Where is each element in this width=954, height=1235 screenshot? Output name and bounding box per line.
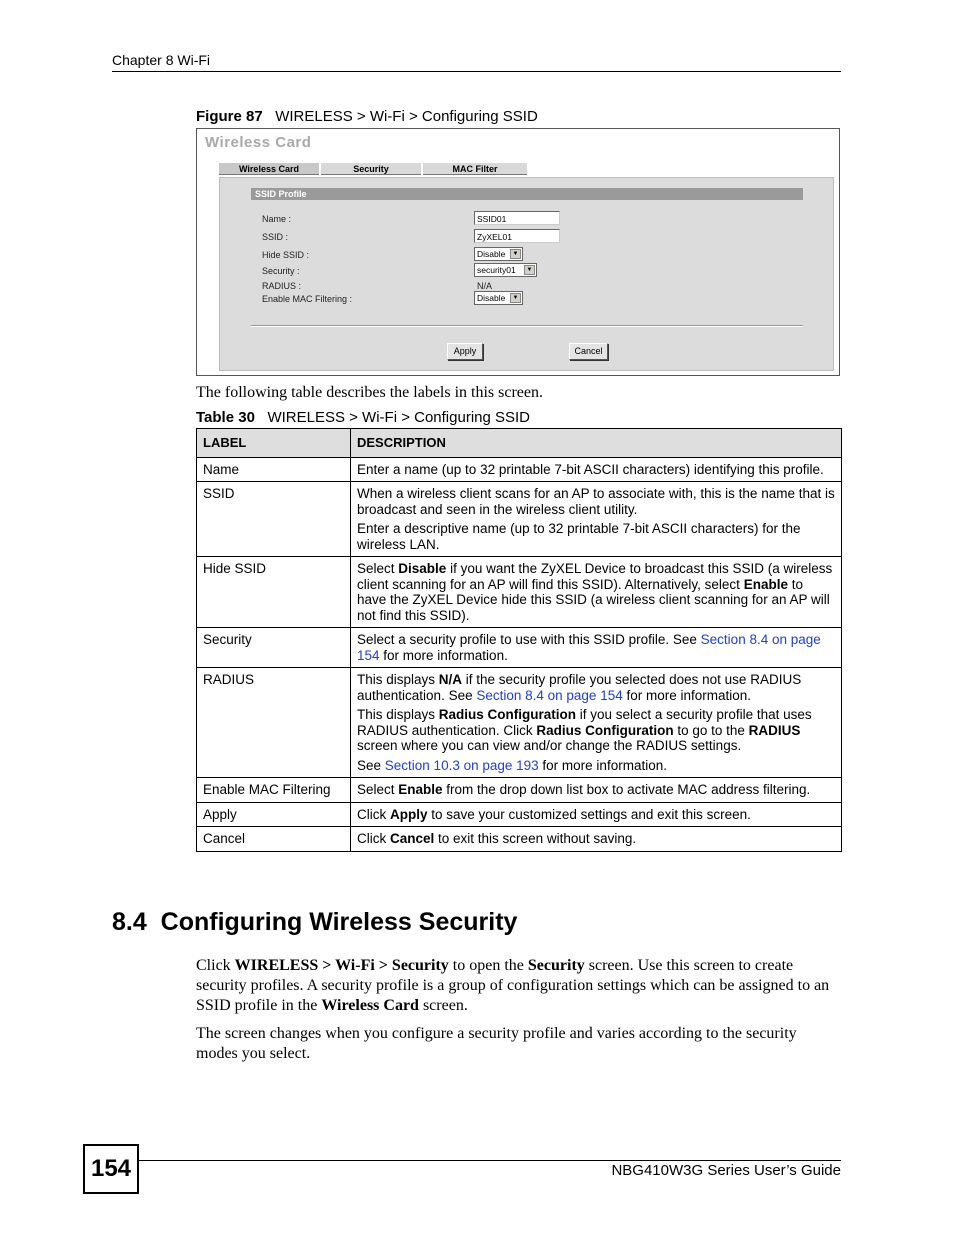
desc-text: This displays bbox=[357, 672, 439, 687]
mac-filter-select[interactable] bbox=[474, 291, 523, 305]
desc-paragraph bbox=[357, 707, 835, 754]
desc-paragraph bbox=[357, 758, 835, 774]
chapter-header: Chapter 8 Wi-Fi bbox=[112, 52, 211, 68]
para-text: to open the bbox=[448, 957, 528, 974]
section-heading: 8.4 Configuring Wireless Security bbox=[112, 908, 518, 936]
para-bold: Wireless Card bbox=[321, 997, 419, 1014]
table-caption bbox=[196, 409, 530, 426]
tab-bar bbox=[219, 163, 607, 175]
table-row bbox=[197, 827, 842, 852]
row-label: Name bbox=[197, 457, 351, 482]
table-row bbox=[197, 802, 842, 827]
desc-bold: N/A bbox=[438, 672, 463, 687]
desc-paragraph: When a wireless client scans for an AP to associate with, this is the name that is broadcast and seen in the wireless client utility. bbox=[357, 486, 835, 517]
col-desc-header: DESCRIPTION bbox=[351, 429, 842, 458]
desc-text: for more information. bbox=[538, 757, 667, 773]
desc-text: Select a security profile to use with this SSID profile. See bbox=[357, 632, 701, 647]
intro-text: The following table describes the labels in this screen. bbox=[196, 384, 544, 401]
desc-text: This displays bbox=[357, 707, 439, 722]
desc-text: to save your customized settings and exit this screen. bbox=[427, 806, 751, 822]
desc-text: Click bbox=[357, 831, 390, 846]
figure-title: WIRELESS > Wi-Fi > Configuring SSID bbox=[275, 108, 538, 125]
apply-button[interactable]: Apply bbox=[447, 343, 483, 360]
desc-text: to have the ZyXEL Device hide this SSID (a wireless client scanning for an AP will not find this SSID). bbox=[357, 576, 830, 623]
table-title: WIRELESS > Wi-Fi > Configuring SSID bbox=[267, 409, 531, 426]
chevron-down-icon: ▼ bbox=[524, 265, 535, 275]
desc-text: Select bbox=[357, 561, 399, 576]
table-header-row bbox=[197, 429, 842, 458]
row-label: Security bbox=[197, 628, 351, 668]
ssid-label: SSID : bbox=[262, 232, 289, 242]
desc-bold: Disable bbox=[398, 561, 447, 576]
desc-text: for more information. bbox=[379, 647, 508, 663]
desc-bold: RADIUS bbox=[748, 722, 801, 738]
col-label-header: LABEL bbox=[197, 429, 351, 458]
row-desc bbox=[351, 778, 842, 803]
tab-wireless-card[interactable]: Wireless Card bbox=[219, 163, 319, 175]
table-row bbox=[197, 457, 842, 482]
security-select[interactable] bbox=[474, 263, 537, 277]
ssid-profile-bar bbox=[251, 188, 803, 200]
table-row bbox=[197, 668, 842, 778]
desc-text: if you want the ZyXEL Device to broadcast this SSID (a wireless client scanning for an AP will find this SSID). Alternatively, select bbox=[357, 561, 833, 592]
wireless-card-screen bbox=[196, 128, 840, 376]
figure-caption bbox=[196, 108, 538, 125]
desc-text: if the security profile you selected does not use RADIUS authentication. See bbox=[357, 672, 802, 703]
mac-filter-value: Disable bbox=[477, 293, 506, 303]
desc-text: from the drop down list box to activate MAC address filtering. bbox=[442, 782, 811, 797]
para-text: Click bbox=[196, 957, 235, 974]
ssid-profile-title: SSID Profile bbox=[255, 189, 307, 199]
row-label: Hide SSID bbox=[197, 557, 351, 628]
radius-value: N/A bbox=[477, 281, 493, 291]
row-label: RADIUS bbox=[197, 668, 351, 778]
row-label: Apply bbox=[197, 802, 351, 827]
desc-bold: Cancel bbox=[390, 831, 435, 846]
desc-text: to exit this screen without saving. bbox=[434, 831, 637, 846]
radius-label: RADIUS : bbox=[262, 281, 302, 291]
tab-mac-filter[interactable]: MAC Filter bbox=[423, 163, 527, 175]
desc-bold: Enable bbox=[743, 576, 788, 592]
row-label: Enable MAC Filtering bbox=[197, 778, 351, 803]
desc-bold: Radius Configuration bbox=[536, 722, 674, 738]
desc-text: screen where you can view and/or change the RADIUS settings. bbox=[357, 738, 742, 753]
hide-ssid-label: Hide SSID : bbox=[262, 250, 310, 260]
desc-bold: Radius Configuration bbox=[438, 707, 577, 722]
table-row bbox=[197, 778, 842, 803]
security-label: Security : bbox=[262, 266, 300, 276]
name-label: Name : bbox=[262, 214, 292, 224]
separator bbox=[251, 325, 803, 327]
row-desc: Enter a name (up to 32 printable 7-bit ASCII characters) identifying this profile. bbox=[351, 457, 842, 482]
desc-text: to go to the bbox=[673, 722, 749, 738]
table-number: Table 30 bbox=[196, 409, 255, 426]
desc-bold: Enable bbox=[398, 782, 443, 797]
desc-paragraph: Enter a descriptive name (up to 32 printable 7-bit ASCII characters) for the wireless LAN. bbox=[357, 521, 801, 552]
hide-ssid-value: Disable bbox=[477, 249, 506, 259]
desc-text: Click bbox=[357, 806, 390, 822]
chevron-down-icon: ▼ bbox=[510, 293, 521, 303]
desc-text: Select bbox=[357, 782, 399, 797]
section-paragraph: The screen changes when you configure a security profile and varies according to the security modes you select. bbox=[196, 1025, 797, 1062]
header-rule bbox=[112, 71, 841, 72]
para-text: screen. bbox=[418, 997, 468, 1014]
para-bold: Security bbox=[527, 957, 585, 974]
section-paragraph bbox=[196, 956, 842, 1016]
mac-filter-label: Enable MAC Filtering : bbox=[262, 294, 353, 304]
desc-paragraph bbox=[357, 672, 835, 703]
ssid-input[interactable]: ZyXEL01 bbox=[474, 229, 560, 243]
para-text: screen. Use this screen to create security profiles. A security profile is a group of configuration settings which can be assigned to an SSID profile in the bbox=[196, 957, 830, 1014]
desc-text: for more information. bbox=[622, 687, 752, 703]
description-table bbox=[196, 428, 842, 852]
table-row bbox=[197, 628, 842, 668]
row-desc bbox=[351, 482, 842, 557]
section-link[interactable]: Section 10.3 on page 193 bbox=[384, 757, 539, 773]
hide-ssid-select[interactable] bbox=[474, 247, 523, 261]
section-link[interactable]: Section 8.4 on page 154 bbox=[357, 632, 821, 663]
row-desc bbox=[351, 827, 842, 852]
desc-bold: Apply bbox=[390, 806, 428, 822]
table-row bbox=[197, 482, 842, 557]
table-row bbox=[197, 557, 842, 628]
section-link[interactable]: Section 8.4 on page 154 bbox=[476, 687, 623, 703]
guide-title: NBG410W3G Series User’s Guide bbox=[611, 1162, 841, 1179]
tab-security[interactable]: Security bbox=[321, 163, 421, 175]
row-desc bbox=[351, 557, 842, 628]
row-label: SSID bbox=[197, 482, 351, 557]
name-input[interactable]: SSID01 bbox=[474, 211, 560, 225]
screen-title: Wireless Card bbox=[205, 134, 312, 151]
page-number: 154 bbox=[83, 1144, 139, 1194]
footer-rule bbox=[139, 1160, 841, 1161]
security-value: security01 bbox=[477, 265, 516, 275]
para-bold: WIRELESS > Wi-Fi > Security bbox=[234, 957, 449, 974]
figure-number: Figure 87 bbox=[196, 108, 263, 125]
row-desc bbox=[351, 802, 842, 827]
row-desc bbox=[351, 668, 842, 778]
row-label: Cancel bbox=[197, 827, 351, 852]
row-desc bbox=[351, 628, 842, 668]
desc-text: See bbox=[357, 757, 385, 773]
cancel-button[interactable]: Cancel bbox=[569, 343, 608, 360]
chevron-down-icon: ▼ bbox=[510, 249, 521, 259]
ssid-profile-panel bbox=[219, 177, 834, 371]
desc-text: if you select a security profile that uses RADIUS authentication. Click bbox=[357, 707, 812, 738]
